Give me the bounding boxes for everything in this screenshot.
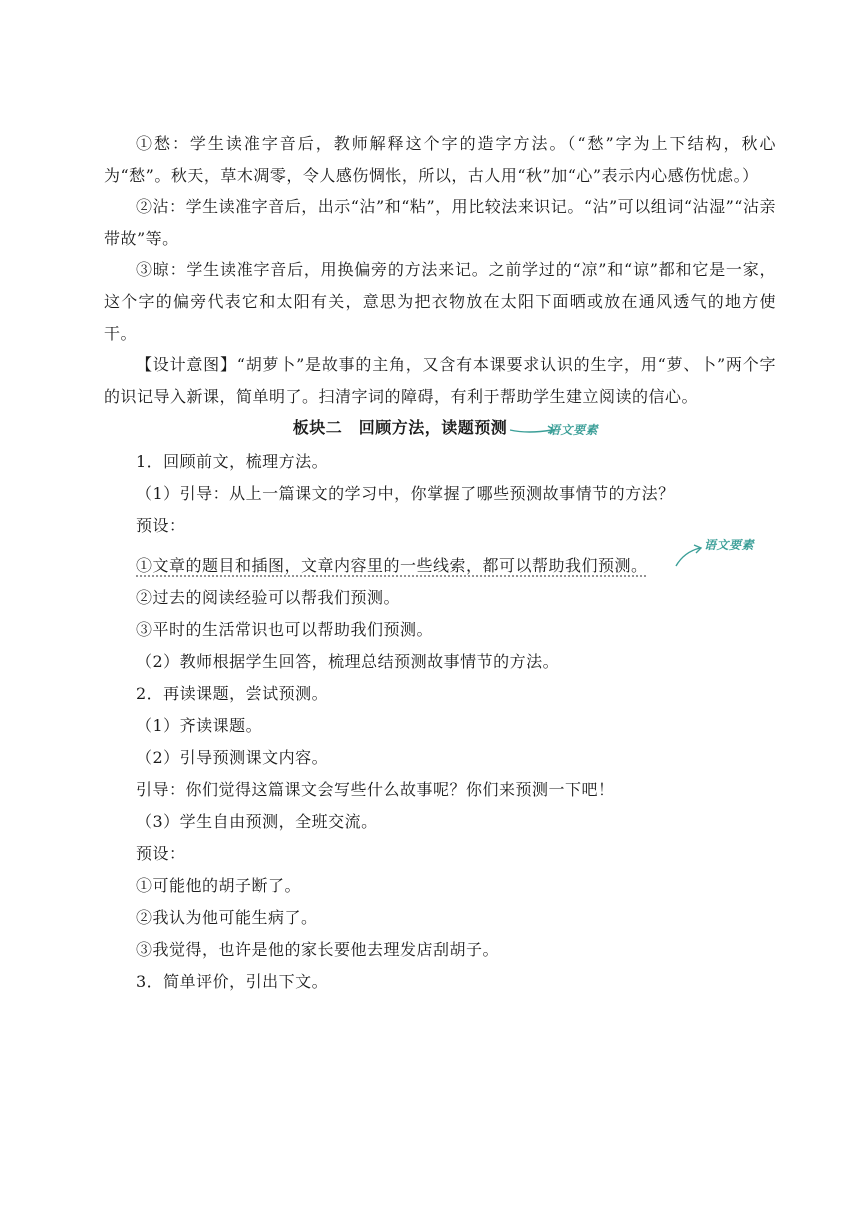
tag-yuwen-yaosu-2: 语文要素 <box>704 538 755 553</box>
step-2: 2．再读课题，尝试预测。 <box>136 684 329 704</box>
paragraph-zhan: ②沾：学生读准字音后，出示“沾”和“粘”，用比较法来识记。“沾”可以组词“沾湿”“沾亲带故”等。 <box>104 197 776 248</box>
step-2-guide: （2）引导预测课文内容。 <box>136 748 329 768</box>
step-2-read: （1）齐读课题。 <box>136 716 263 736</box>
step-1-summary: （2）教师根据学生回答，梳理总结预测故事情节的方法。 <box>136 652 560 672</box>
paragraph-design-intent: 【设计意图】“胡萝卜”是故事的主角，又含有本课要求认识的生字，用“萝、卜”两个字的识记导入新课，简单明了。扫清字词的障碍，有利于帮助学生建立阅读的信心。 <box>104 355 776 406</box>
step-1: 1．回顾前文，梳理方法。 <box>136 452 329 472</box>
step-2-free-predict: （3）学生自由预测，全班交流。 <box>136 812 378 832</box>
preset-item-3: ③平时的生活常识也可以帮助我们预测。 <box>136 620 434 640</box>
prediction-2: ②我认为他可能生病了。 <box>136 908 318 928</box>
paragraph-chou: ①愁：学生读准字音后，教师解释这个字的造字方法。（“愁”字为上下结构，秋心为“愁”。秋天，草木凋零，令人感伤惆怅，所以，古人用“秋”加“心”表示内心感伤忧虑。） <box>104 134 776 185</box>
preset-item-1-text: ①文章的题目和插图，文章内容里的一些线索，都可以帮助我们预测。 <box>136 556 648 576</box>
tag-yuwen-yaosu: 语文要素 <box>548 423 599 438</box>
section-heading <box>104 412 776 446</box>
section-heading-text: 板块二 回顾方法，读题预测 <box>292 418 508 438</box>
step-3: 3．简单评价，引出下文。 <box>136 972 329 992</box>
preset-label-2: 预设： <box>136 844 186 864</box>
preset-item-2: ②过去的阅读经验可以帮我们预测。 <box>136 588 401 608</box>
prediction-1: ①可能他的胡子断了。 <box>136 876 302 896</box>
preset-label: 预设： <box>136 516 186 536</box>
prediction-3: ③我觉得，也许是他的家长要他去理发店刮胡子。 <box>136 940 500 960</box>
step-2-question: 引导：你们觉得这篇课文会写些什么故事呢？你们来预测一下吧！ <box>136 780 615 800</box>
paragraph-liang: ③晾：学生读准字音后，用换偏旁的方法来记。之前学过的“凉”和“谅”都和它是一家，这个字的偏旁代表它和太阳有关，意思为把衣物放在太阳下面晒或放在通风透气的地方使干。 <box>104 260 776 343</box>
step-1-guide: （1）引导：从上一篇课文的学习中，你掌握了哪些预测故事情节的方法？ <box>136 484 675 504</box>
document-body <box>104 128 776 998</box>
tag-arrow-icon-2 <box>674 544 704 570</box>
